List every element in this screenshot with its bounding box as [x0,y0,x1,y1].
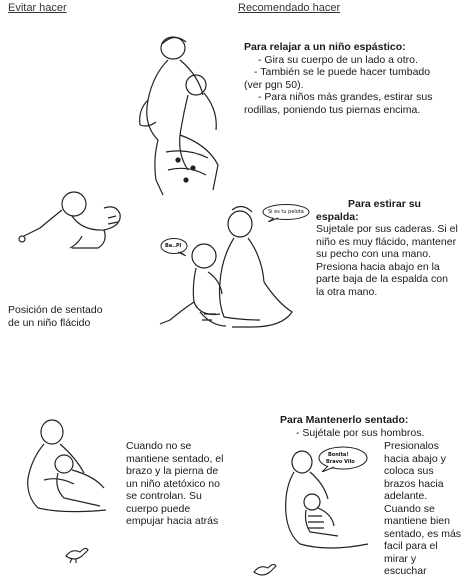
athetoid-line-5: se controlan. Su [126,490,202,502]
sitting-title: Para Mantenerlo sentado: [280,414,409,426]
sitting-line-3: coloca sus [384,465,434,477]
header-avoid: Evitar hacer [8,2,67,14]
child-speech-text: Ba..Pi [165,243,182,249]
sitting-speech-line-2: Bravo Vilo [326,459,355,465]
bird-toy-illustration-right [250,560,278,580]
relax-title: Para relajar a un niño espástico: [244,41,406,53]
athetoid-section [126,440,248,528]
stretch-back-line-2: niño es muy flácido, mantener [316,235,457,248]
sitting-line-11: escuchar [384,565,427,577]
relax-line-3: (ver pgn 50). [244,78,304,91]
stretch-back-section [316,198,474,298]
sitting-speech-bubble [318,446,368,472]
relax-line-4: - Para niños más grandes, estirar sus [258,91,433,103]
athetoid-line-6: cuerpo puede [126,502,191,515]
sitting-line-4: brazos hacia [384,477,444,490]
athetoid-child-illustration [14,418,120,518]
sitting-line-1: Presionalos [384,440,439,452]
relax-line-5: rodillas, poniendo tus piernas encima. [244,103,421,116]
relax-line-1: - Gira su cuerpo de un lado a otro. [258,53,418,66]
stretch-back-line-5: parte baja de la espalda con [316,273,448,285]
child-speech-bubble [160,238,188,256]
stretch-back-line-1: Sujetale por sus caderas. Si el [316,223,458,235]
stretch-back-line-6: la otra mano. [316,285,378,298]
sitting-line-9: facil para el [384,540,438,552]
mother-holding-child-illustration [152,202,302,342]
athetoid-line-2: mantiene sentado, el [126,452,224,465]
athetoid-line-7: empujar hacia atrás [126,515,219,527]
header-recommended: Recomendado hacer [238,2,341,14]
sitting-line-5: adelante. [384,490,428,502]
sitting-section [384,440,474,578]
sitting-line-8: sentado, es más [384,527,462,540]
stretch-back-title-2: espalda: [316,210,359,223]
sitting-first-line: - Sujétale por sus hombros. [296,427,425,439]
relax-section [244,41,472,116]
stretch-back-line-3: su pecho con una mano. [316,248,431,260]
sitting-speech-line-1: Bonita! [328,452,349,458]
athetoid-line-4: un niño atetóxico no [126,477,220,490]
floppy-caption-line-1: Posición de sentado [8,304,103,316]
athetoid-line-1: Cuando no se [126,440,192,452]
floppy-caption-line-2: de un niño flácido [8,316,91,329]
bird-toy-illustration-left [62,542,90,564]
relax-line-2: - También se le puede hacer tumbado [254,66,431,78]
stretch-back-line-4: Presiona hacia abajo en la [316,260,440,273]
sitting-line-2: hacia abajo y [384,452,446,465]
floppy-caption [8,304,138,329]
athetoid-line-3: brazo y la pierna de [126,465,219,477]
floppy-child-illustration [12,186,130,256]
mother-speech-text: Si es tu pelota [268,209,304,215]
mother-rotating-child-illustration [118,30,240,198]
sitting-line-10: mirar y [384,552,417,565]
sitting-line-7: mantiene bien [384,515,450,527]
mother-speech-bubble [262,204,310,222]
stretch-back-title-1: Para estirar su [348,198,421,210]
sitting-line-6: Cuando se [384,502,435,515]
